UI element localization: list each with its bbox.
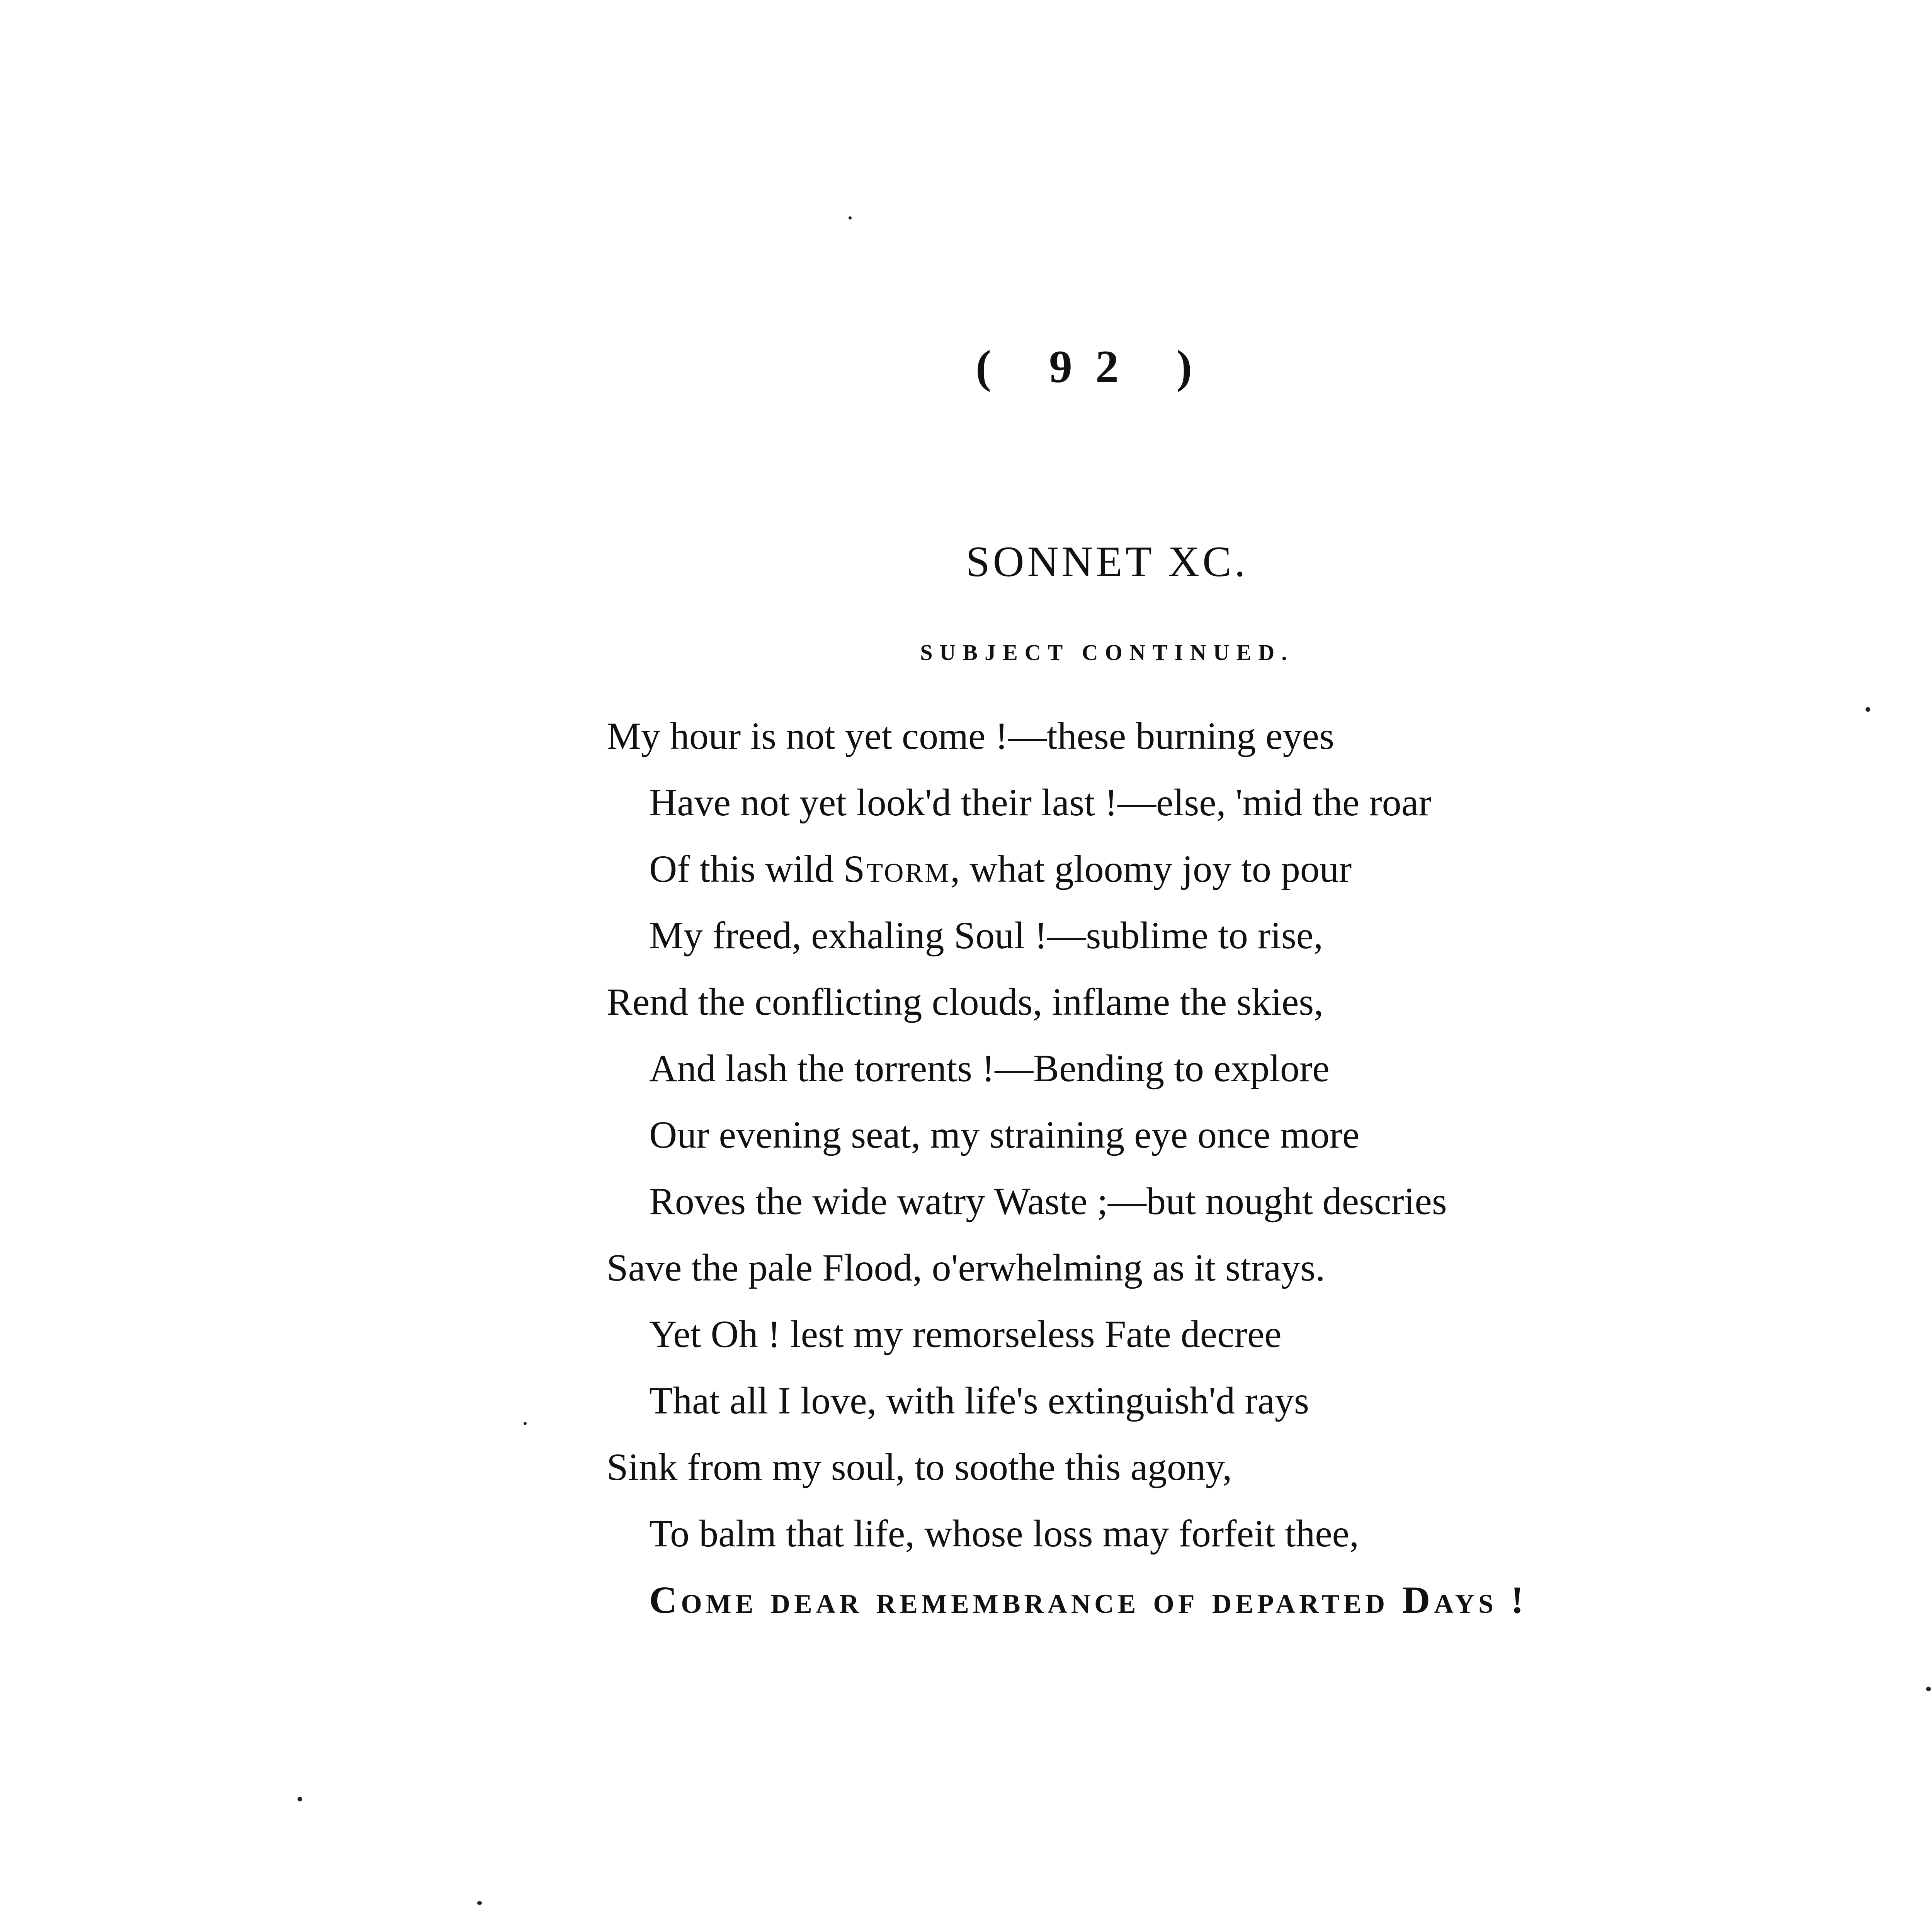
poem-line-4: My freed, exhaling Soul !—sublime to rise, xyxy=(649,914,1323,957)
poem-line-14: Come dear remembrance of departed Days ! xyxy=(649,1578,1528,1621)
poem-line-5: Rend the conflicting clouds, inflame the skies, xyxy=(607,980,1324,1023)
poem-line-2: Have not yet look'd their last !—else, 'mid the roar xyxy=(649,781,1432,824)
poem-line-13: To balm that life, whose loss may forfeit thee, xyxy=(649,1512,1359,1555)
poem-line-3 xyxy=(649,847,1352,890)
sonnet-title: SONNET XC. xyxy=(966,538,1248,586)
poem-line-7: Our evening seat, my straining eye once more xyxy=(649,1113,1360,1156)
scan-speck xyxy=(849,216,852,219)
scan-speck xyxy=(298,1797,302,1801)
scan-speck xyxy=(1926,1687,1931,1691)
poem-line-3-start: Of this wild xyxy=(649,847,834,890)
scan-speck xyxy=(477,1901,482,1905)
poem-line-9: Save the pale Flood, o'erwhelming as it strays. xyxy=(607,1246,1325,1289)
poem-line-10: Yet Oh ! lest my remorseless Fate decree xyxy=(649,1313,1282,1355)
scan-speck xyxy=(524,1422,527,1425)
sonnet-subtitle: SUBJECT CONTINUED. xyxy=(920,640,1294,665)
poem-line-12: Sink from my soul, to soothe this agony, xyxy=(607,1446,1232,1488)
page-number: ( 92 ) xyxy=(976,341,1215,392)
poem-line-6: And lash the torrents !—Bending to explore xyxy=(649,1047,1330,1090)
storm-word: Storm xyxy=(843,847,951,890)
poem-line-11: That all I love, with life's extinguish'd rays xyxy=(649,1379,1309,1422)
poem-line-8: Roves the wide watry Waste ;—but nought descries xyxy=(649,1180,1447,1223)
scan-speck xyxy=(1866,707,1870,712)
poem-line-1: My hour is not yet come !—these burning eyes xyxy=(607,714,1334,757)
poem-line-3-end: , what gloomy joy to pour xyxy=(950,847,1352,890)
